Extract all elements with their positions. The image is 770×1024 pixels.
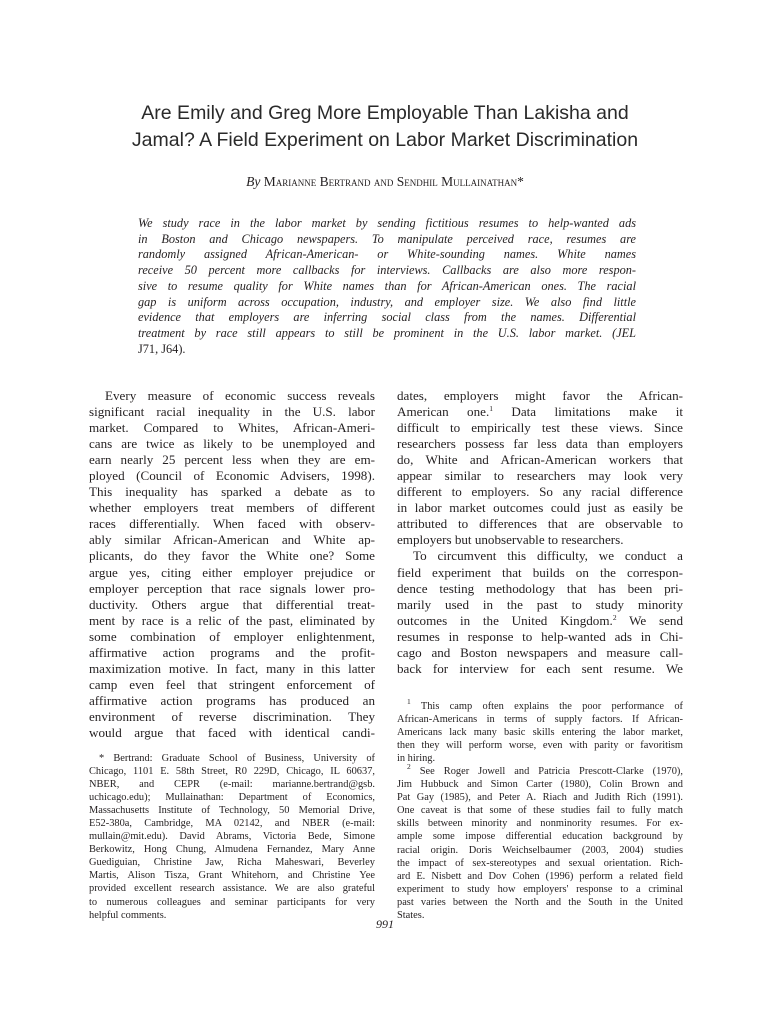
footnote-line: E52-380a, Cambridge, MA 02142, and NBER (e-mail: [89,818,375,830]
body-line: researchers possess far less data than employers [397,436,683,452]
footnote-line: Americans lack many basic skills entering the labor market, [397,727,683,739]
body-line: ployed (Council of Economic Advisers, 1998). [89,468,375,484]
body-line: races differentially. When faced with observ- [89,516,375,532]
body-line: difficult to empirically test these views. Since [397,420,683,436]
abstract-line: We study race in the labor market by sending fictitious resumes to help-wanted ads [138,216,636,230]
footnote-line: to numerous colleagues and seminar participants for very [89,896,375,908]
footnote-line: helpful comments. [89,909,167,921]
body-line: cago and Boston newspapers and measure call- [397,644,683,660]
footnote-line: Massachusetts Institute of Technology, 50 Memorial Drive, [89,805,375,817]
body-line: appear similar to researchers may look very [397,468,683,484]
body-line: employer perception that race signals lower pro- [89,580,375,596]
author-2: Sendhil Mullainathan* [396,174,524,189]
author-and: and [373,174,394,189]
body-line: affirmative action programs and the profit- [89,644,375,660]
body-text: We send [616,612,683,628]
footnote-line: experiment to study how employers' response to a criminal [397,883,683,895]
abstract-line: gap is uniform across occupation, industry, and employer size. We also find little [138,294,636,309]
footnote-line: NBER, and CEPR (e-mail: marianne.bertrand@gsb. [89,779,375,791]
footnote-line: One caveat is that some of these studies fail to fully match [397,805,683,817]
body-line: environment of reverse discrimination. They [89,708,375,724]
footnotes-right [397,697,683,922]
footnote-line: Chicago, 1101 E. 58th Street, R0 229D, Chicago, IL 60637, [89,766,375,778]
footnote-line: States. [397,909,425,921]
footnote-line: Pat Gay (1985), and Peter A. Riach and Judith Rich (1991). [397,792,683,804]
body-line: would argue that faced with identical candi- [89,724,375,740]
body-column-right [397,388,683,677]
footnote-line: Guediguian, Christine Jaw, Richa Maheswari, Beverley [89,857,375,869]
body-line: ductivity. Others argue that differential treat- [89,596,375,612]
jel-codes: J71, J64). [138,341,186,356]
abstract-line-with-jel [138,326,636,342]
footnote-line: uchicago.edu); Mullainathan: Department of Economics, [89,792,375,804]
body-line: do, White and African-American workers that [397,452,683,468]
body-line: dates, employers might favor the African- [397,388,683,403]
footnote-line: Jim Hubbuck and Simon Carter (1980), Colin Brown and [397,779,683,791]
body-line-with-footnote [397,613,683,629]
body-text: Data limitations make it [492,404,683,420]
footnote-line: the impact of sex-stereotypes and sexual orientation. Rich- [397,857,683,869]
body-line: back for interview for each sent resume. We [397,660,683,676]
body-line-with-footnote [397,404,683,420]
abstract-line: sive to resume quality for White names than for African-American ones. The racial [138,278,636,293]
author-by: By [246,174,261,189]
body-line: camp even feel that stringent enforcement of [89,676,375,692]
footnote-line: Martis, Alison Tisza, Grant Whitehorn, and Christine Yee [89,870,375,882]
footnote-2-first-line [397,762,683,778]
body-line: market. Compared to Whites, African-Ameri- [89,420,375,436]
paper-title [60,100,710,154]
body-line: maximization motive. In fact, many in this latter [89,660,375,676]
body-line: Every measure of economic success reveals [105,388,375,403]
footnote-1-marker: 1 [407,697,411,706]
body-line: cans are twice as likely to be unemployed and [89,436,375,452]
body-line: marily used in the past to study minority [397,596,683,612]
author-1: Marianne Bertrand [263,174,371,189]
body-line: attributed to differences that are observable to [397,516,683,532]
footnote-marker-1[interactable]: 1 [489,404,493,414]
body-line: some combination of employer enlightenment, [89,628,375,644]
body-column-left [89,388,375,741]
body-line: affirmative action programs has produced an [89,692,375,708]
body-line: To circumvent this difficulty, we conduct a [413,548,683,564]
footnote-line: ample some impose differential education background by [397,831,683,843]
body-line: earn nearly 25 percent less when they are em- [89,452,375,468]
author-footnote [89,752,375,922]
body-line: whether employers treat members of different [89,500,375,516]
body-line: field experiment that builds on the correspon- [397,564,683,580]
footnote-line: provided excellent research assistance. We are also grateful [89,883,375,895]
abstract-line: randomly assigned African-American- or White-sounding names. White names [138,247,636,262]
body-line: resumes in response to help-wanted ads in Chi- [397,628,683,644]
abstract [138,216,636,357]
footnote-1-first-line [397,697,683,713]
footnote-line: Berkowitz, Hong Chung, Almudena Fernandez, Mary Anne [89,844,375,856]
footnote-line: in hiring. [397,753,436,765]
footnote-line: past varies between the North and the South in the United [397,896,683,908]
footnote-text: This camp often explains the poor performance of [410,701,683,712]
body-line: employers but unobservable to researchers. [397,532,624,548]
body-line: in labor market outcomes could just as easily be [397,500,683,516]
page-number: 991 [376,917,394,931]
body-line: dence testing methodology that has been pri- [397,580,683,596]
body-line: This inequality has sparked a debate as to [89,484,375,500]
body-line: significant racial inequality in the U.S. labor [89,404,375,420]
abstract-line: evidence that employers are inferring social class from the names. Differential [138,310,636,325]
body-line: argue yes, citing either employer prejudice or [89,564,375,580]
footnote-line: then they will perform worse, even with parity or favoritism [397,740,683,752]
footnote-2-marker: 2 [407,762,411,772]
body-line: ment by race is a relic of the past, eliminated by [89,612,375,628]
footnote-line: racial origin. Doris Weichselbaumer (2003, 2004) studies [397,844,683,856]
body-line: plicants, do they favor the White one? Some [89,548,375,564]
title-line-2: Jamal? A Field Experiment on Labor Market Discrimination [131,129,639,151]
footnote-line: * Bertrand: Graduate School of Business, University of [99,753,375,764]
body-text: American one. [397,404,490,420]
footnote-line: ard E. Nisbett and Dov Cohen (1996) perform a related field [397,870,683,882]
jel-label: JEL [616,325,636,340]
footnote-marker-2[interactable]: 2 [612,612,617,622]
abstract-line: in Boston and Chicago newspapers. To manipulate perceived race, resumes are [138,231,636,246]
title-line-1: Are Emily and Greg More Employable Than Lakisha and [141,102,629,124]
body-line: ably similar African-American and White ap- [89,532,375,548]
footnote-text: See Roger Jowell and Patricia Prescott-Clarke (1970), [410,766,683,778]
abstract-line-text: treatment by race still appears to still be prominent in the U.S. labor market. ( [138,325,617,340]
footnote-line: mullain@mit.edu). David Abrams, Victoria Bede, Simone [89,831,375,843]
footnote-line: African-Americans in terms of supply factors. If African- [397,714,683,726]
abstract-line: receive 50 percent more callbacks for interviews. Callbacks are also more respon- [138,263,636,278]
author-line [60,174,710,190]
footnote-line: skills between minority and nonminority resumes. For ex- [397,818,683,830]
body-line: different to employers. So any racial difference [397,484,683,500]
body-text: outcomes in the United Kingdom. [397,612,613,628]
